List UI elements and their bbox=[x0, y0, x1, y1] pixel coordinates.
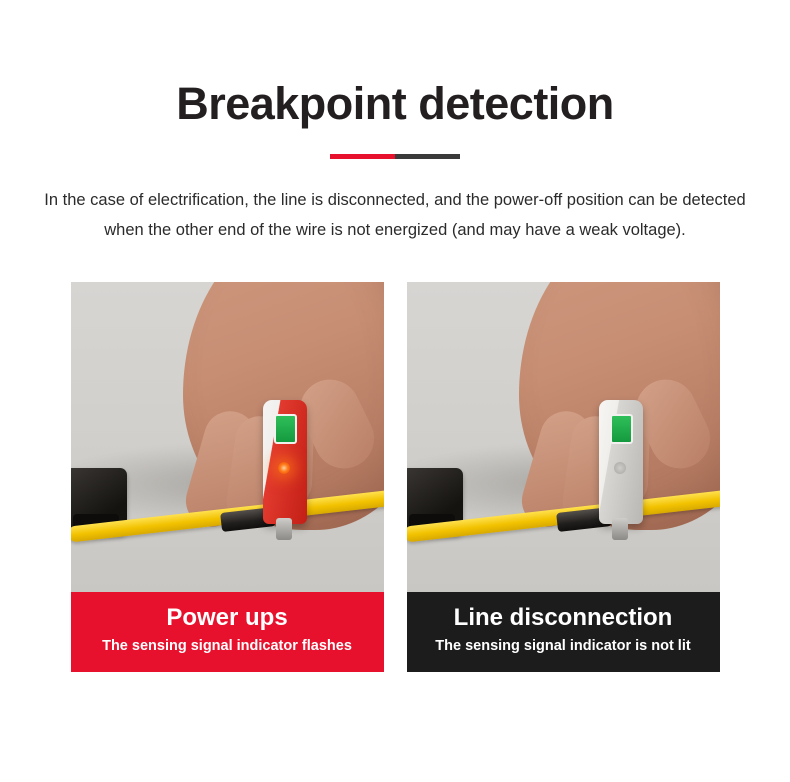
caption-power-ups bbox=[71, 592, 384, 672]
voltage-tester-pen bbox=[263, 400, 307, 524]
caption-subtitle: The sensing signal indicator flashes bbox=[102, 637, 352, 654]
indicator-led-off bbox=[614, 462, 626, 474]
tester-tip bbox=[276, 518, 292, 540]
voltage-tester-pen bbox=[599, 400, 643, 524]
photo-power-ups bbox=[71, 282, 384, 592]
divider-segment-red bbox=[330, 154, 395, 159]
caption-title: Line disconnection bbox=[453, 603, 673, 631]
tester-screen bbox=[274, 414, 297, 444]
description-text bbox=[37, 185, 753, 246]
title-divider bbox=[0, 154, 790, 159]
caption-subtitle: The sensing signal indicator is not lit bbox=[435, 637, 691, 654]
indicator-led-on bbox=[278, 462, 290, 474]
caption-line-disconnection bbox=[407, 592, 720, 672]
card-list bbox=[0, 282, 790, 672]
tester-tip bbox=[612, 518, 628, 540]
description-line-2: when the other end of the wire is not energized (and may have a weak voltage). bbox=[104, 221, 686, 240]
photo-line-disconnection bbox=[407, 282, 720, 592]
tester-screen bbox=[610, 414, 633, 444]
page-title: Breakpoint detection bbox=[176, 78, 614, 129]
card-power-ups bbox=[71, 282, 384, 672]
description-line-1: In the case of electrification, the line is disconnected, and the power-off position can be detected bbox=[44, 190, 746, 209]
card-line-disconnection bbox=[407, 282, 720, 672]
caption-title: Power ups bbox=[166, 603, 288, 631]
divider-segment-dark bbox=[395, 154, 460, 159]
